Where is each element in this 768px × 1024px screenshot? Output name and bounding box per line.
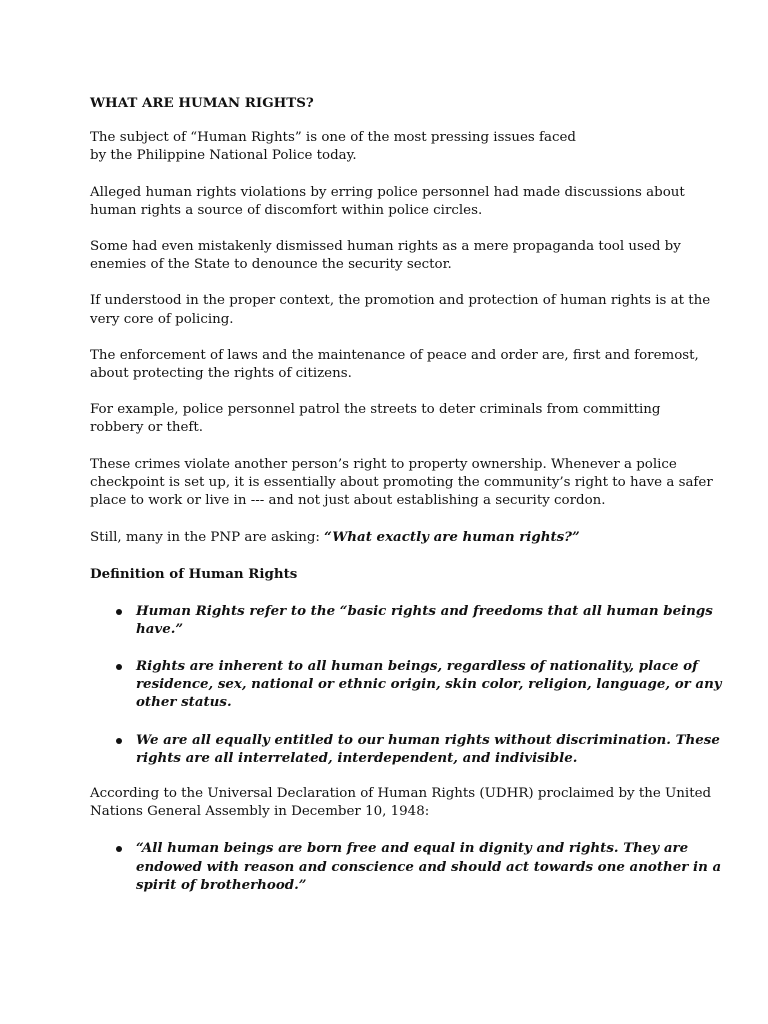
- text-line: residence, sex, national or ethnic origin, skin color, religion, language, or any: [136, 676, 722, 693]
- list-item: [90, 602, 713, 638]
- text-line: about protecting the rights of citizens.: [90, 366, 352, 382]
- text-line: other status.: [136, 694, 232, 711]
- definition-list: [90, 602, 722, 767]
- text-line: Human Rights refer to the “basic rights and freedoms that all human beings: [136, 602, 713, 619]
- text-line: These crimes violate another person’s right to property ownership. Whenever a police: [90, 456, 677, 472]
- question-paragraph: [90, 528, 690, 547]
- udhr-quote-list: [90, 839, 722, 894]
- definition-heading: Definition of Human Rights: [90, 566, 298, 583]
- text-line: rights are all interrelated, interdependent, and indivisible.: [136, 749, 578, 766]
- text-line: We are all equally entitled to our human rights without discrimination. These: [136, 731, 720, 748]
- text-line: The subject of “Human Rights” is one of the most pressing issues faced: [90, 130, 576, 146]
- text-line: The enforcement of laws and the maintenance of peace and order are, first and foremost,: [90, 347, 699, 363]
- paragraph-intro-7: [90, 456, 713, 511]
- text-line: If understood in the proper context, the promotion and protection of human rights is at the: [90, 293, 711, 309]
- list-item: [90, 731, 720, 767]
- text-line: robbery or theft.: [90, 420, 203, 436]
- bullet-icon: [116, 664, 122, 670]
- paragraph-intro-6: [90, 401, 690, 437]
- text-line: Rights are inherent to all human beings, regardless of nationality, place of: [136, 658, 698, 675]
- text-line: have.”: [136, 620, 184, 637]
- text-line: spirit of brotherhood.”: [136, 876, 307, 893]
- bullet-icon: [116, 846, 122, 852]
- text-line: “All human beings are born free and equal in dignity and rights. They are: [136, 840, 689, 857]
- paragraph-intro-4: [90, 292, 711, 328]
- text-line: by the Philippine National Police today.: [90, 148, 357, 164]
- text-line: very core of policing.: [90, 311, 234, 327]
- text-line: According to the Universal Declaration of Human Rights (UDHR) proclaimed by the United: [90, 786, 712, 802]
- paragraph-intro-2: [90, 184, 690, 220]
- paragraph-intro-5: [90, 347, 699, 383]
- bullet-icon: [116, 609, 122, 615]
- text-line: Some had even mistakenly dismissed human rights as a mere propaganda tool used by: [90, 239, 681, 255]
- document-page: [90, 94, 722, 912]
- text-line: For example, police personnel patrol the streets to deter criminals from committing: [90, 402, 661, 418]
- udhr-paragraph: [90, 785, 712, 821]
- paragraph-intro-3: [90, 238, 690, 274]
- text-line: Nations General Assembly in December 10, 1948:: [90, 804, 430, 820]
- question-prefix: Still, many in the PNP are asking:: [90, 530, 325, 546]
- bullet-icon: [116, 738, 122, 744]
- text-line: human rights a source of discomfort within police circles.: [90, 202, 483, 218]
- list-item: [90, 657, 722, 712]
- text-line: Alleged human rights violations by erring police personnel had made discussions about: [90, 184, 685, 200]
- text-line: checkpoint is set up, it is essentially about promoting the community’s right to have a safer: [90, 474, 713, 490]
- text-line: place to work or live in --- and not just about establishing a security cordon.: [90, 493, 606, 509]
- text-line: enemies of the State to denounce the security sector.: [90, 257, 452, 273]
- page-title: WHAT ARE HUMAN RIGHTS?: [90, 95, 314, 111]
- paragraph-intro-1: [90, 129, 690, 165]
- question-quote: “What exactly are human rights?”: [324, 529, 580, 546]
- text-line: endowed with reason and conscience and should act towards one another in a: [136, 858, 722, 875]
- list-item: [90, 839, 722, 894]
